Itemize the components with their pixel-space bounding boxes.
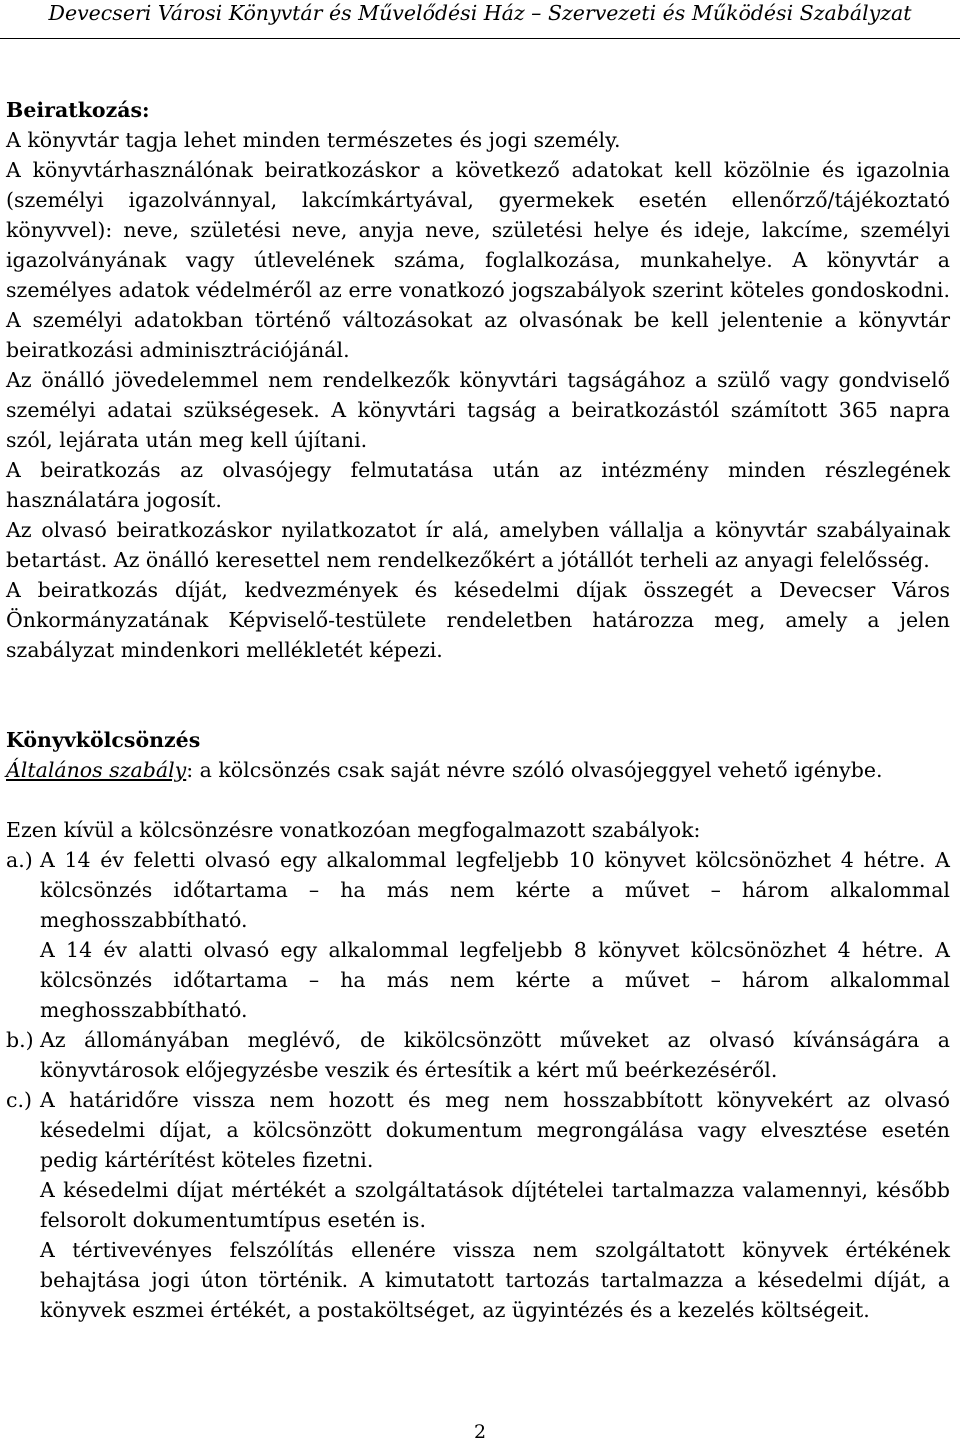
rule-label: c.) [6, 1088, 32, 1112]
document-body [6, 95, 950, 1325]
page-header [0, 0, 960, 39]
general-rule [6, 755, 950, 785]
page-header-title: Devecseri Városi Könyvtár és Művelődési Ház – Szervezeti és Működési Szabályzat [48, 1, 912, 25]
general-rule-text: : a kölcsönzés csak saját névre szóló olvasójeggyel vehető igénybe. [186, 758, 883, 782]
section-enrollment [6, 95, 950, 665]
section-lending [6, 725, 950, 1325]
rule-paragraph: Az állományában meglévő, de kikölcsönzött műveket az olvasó kívánságára a könyvtárosok előjegyzésbe veszik és értesítik a kért mű beérkezéséről. [40, 1028, 950, 1082]
enrollment-paragraph: A beiratkozás az olvasójegy felmutatása után az intézmény minden részlegének használatára jogosít. [6, 458, 950, 512]
rule-item-b [6, 1025, 950, 1085]
page-number: 2 [473, 1421, 487, 1442]
general-rule-label: Általános szabály [6, 758, 187, 782]
rule-paragraph: A késedelmi díjat mértékét a szolgáltatások díjtételei tartalmazza valamennyi, később felsorolt dokumentumtípus esetén is. [40, 1178, 950, 1232]
section-heading-lending: Könyvkölcsönzés [6, 728, 201, 752]
rule-paragraph: A határidőre vissza nem hozott és meg nem hosszabbított könyvekért az olvasó késedelmi díjat, a kölcsönzött dokumentum megrongálása vagy elvesztése esetén pedig kártérítést köteles fizetni. [40, 1088, 950, 1172]
enrollment-paragraph: A beiratkozás díját, kedvezmények és késedelmi díjak összegét a Devecser Város Önkormányzatának Képviselő-testülete rendeletben határozza meg, amely a jelen szabályzat mindenkori mellékletét képezi. [6, 578, 950, 662]
rule-paragraph: A 14 év alatti olvasó egy alkalommal legfeljebb 8 könyvet kölcsönözhet 4 hétre. A kölcsönzés időtartama – ha más nem kérte a művet – három alkalommal meghosszabbítható. [40, 938, 950, 1022]
rule-body [40, 1025, 950, 1085]
rule-item-a [6, 845, 950, 1025]
rule-paragraph: A tértivevényes felszólítás ellenére vissza nem szolgáltatott könyvek értékének behajtása jogi úton történik. A kimutatott tartozás tartalmazza a késedelmi díját, a könyvek eszmei értékét, a postaköltséget, az ügyintézés és a kezelés költségeit. [40, 1238, 950, 1322]
rule-body [40, 845, 950, 1025]
enrollment-paragraph: A könyvtár tagja lehet minden természetes és jogi személy. [6, 128, 621, 152]
rule-item-c [6, 1085, 950, 1325]
rule-label: a.) [6, 848, 33, 872]
rules-intro: Ezen kívül a kölcsönzésre vonatkozóan megfogalmazott szabályok: [6, 818, 701, 842]
enrollment-paragraph: Az önálló jövedelemmel nem rendelkezők könyvtári tagságához a szülő vagy gondviselő személyi adatai szükségesek. A könyvtári tagság a beiratkozástól számított 365 napra szól, lejárata után meg kell újítani. [6, 368, 950, 452]
enrollment-paragraph: A könyvtárhasználónak beiratkozáskor a következő adatokat kell közölnie és igazolnia (személyi igazolvánnyal, lakcímkártyával, gyermekek esetén ellenőrző/tájékoztató könyvvel): neve, születési neve, anyja neve, születési helye és ideje, lakcíme, személyi igazolványának vagy útlevelének száma, foglalkozása, munkahelye. A könyvtár a személyes adatok védelméről az erre vonatkozó jogszabályok szerint köteles gondoskodni. A személyi adatokban történő változásokat az olvasónak be kell jelentenie a könyvtár beiratkozási adminisztrációjánál. [6, 158, 950, 362]
rule-label: b.) [6, 1028, 34, 1052]
rule-paragraph: A 14 év feletti olvasó egy alkalommal legfeljebb 10 könyvet kölcsönözhet 4 hétre. A kölcsönzés időtartama – ha más nem kérte a művet – három alkalommal meghosszabbítható. [40, 848, 950, 932]
enrollment-paragraph: Az olvasó beiratkozáskor nyilatkozatot ír alá, amelyben vállalja a könyvtár szabályainak betartást. Az önálló keresettel nem rendelkezőkért a jótállót terheli az anyagi felelősség. [6, 518, 950, 572]
section-heading-enrollment: Beiratkozás: [6, 98, 150, 122]
rule-body [40, 1085, 950, 1325]
